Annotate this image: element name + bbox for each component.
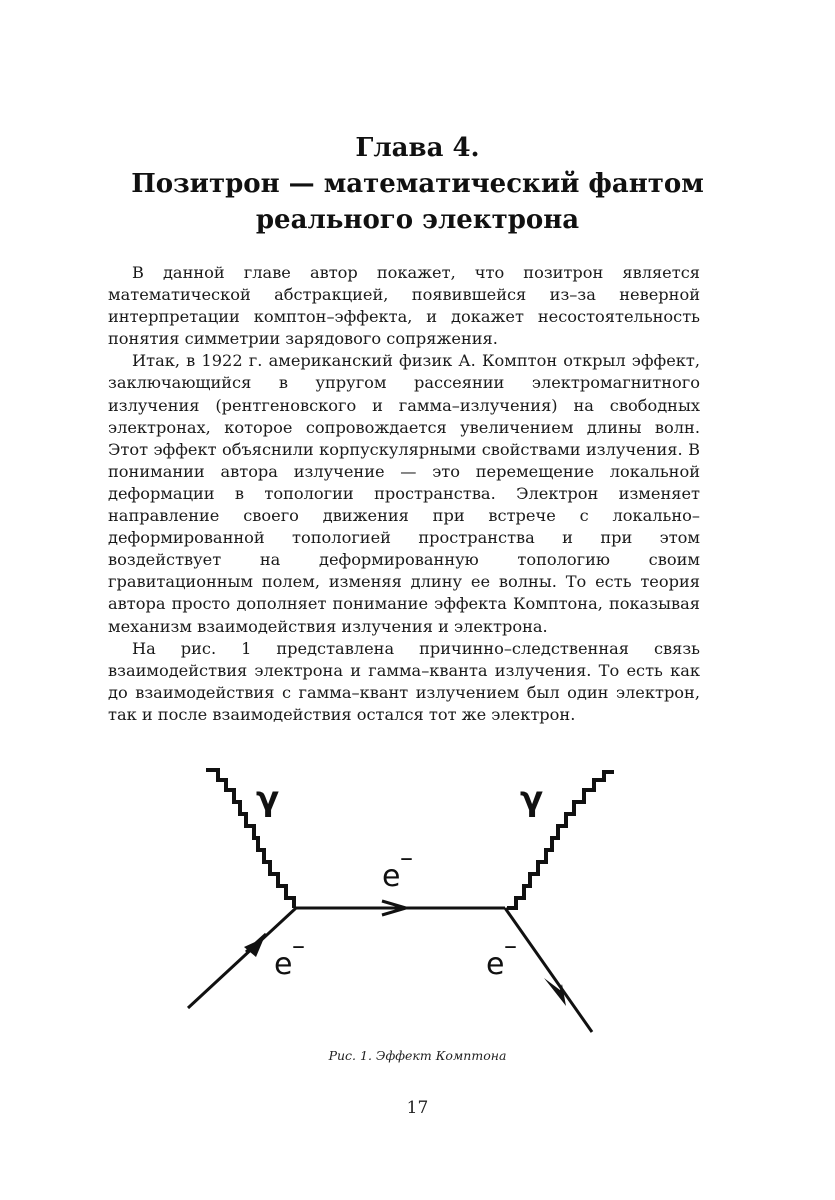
electron-label-in: e [274, 947, 293, 982]
chapter-title-line-1: Позитрон — математический фантом [131, 169, 704, 199]
electron-label-out: e [486, 947, 505, 982]
page-number: 17 [406, 1098, 429, 1118]
minus-label-out: – [504, 931, 517, 961]
chapter-number: Глава 4. [355, 133, 480, 163]
compton-diagram [160, 758, 630, 1048]
paragraph-1: В данной главе автор покажет, что позитрон является математической абстракцией, появившейся из–за неверной интерпретации комптон–эффекта, и докажет несостоятельность понятия симметрии зарядового сопряжения. [108, 263, 700, 349]
gamma-label-right: γ [520, 779, 544, 819]
outgoing-electron-line [505, 908, 592, 1032]
figure-caption: Рис. 1. Эффект Комптона [328, 1048, 507, 1063]
incoming-photon-line [206, 770, 294, 908]
minus-label-middle: – [400, 843, 413, 873]
paragraph-2: Итак, в 1922 г. американский физик А. Комптон открыл эффект, заключающийся в упругом рассеянии электромагнитного излучения (рентгеновского и гамма–излучения) на свободных электронах, которое сопровождается увеличением длины волн. Этот эффект объяснили корпускулярными свойствами излучения. В понимании автора излучение — это перемещение локальной деформации в топологии пространства. Электрон изменяет направление своего движения при встрече с локально–деформированной топологией пространства и при этом воздействует на деформированную топологию своим гравитационным полем, изменяя длину ее волны. То есть теория автора просто дополняет понимание эффекта Комптона, показывая механизм взаимодействия излучения и электрона. [108, 351, 700, 636]
chapter-title-line-2: реального электрона [255, 205, 580, 235]
paragraph-3: На рис. 1 представлена причинно–следственная связь взаимодействия электрона и гамма–кванта излучения. То есть как до взаимодействия с гамма–квант излучением был один электрон, так и после взаимодействия остался тот же электрон. [108, 638, 700, 724]
electron-label-middle: e [382, 859, 401, 894]
gamma-label-left: γ [256, 779, 280, 819]
outgoing-electron-arrow [544, 978, 566, 1006]
body-text [108, 262, 700, 726]
minus-label-in: – [292, 931, 305, 961]
chapter-heading [0, 130, 835, 238]
